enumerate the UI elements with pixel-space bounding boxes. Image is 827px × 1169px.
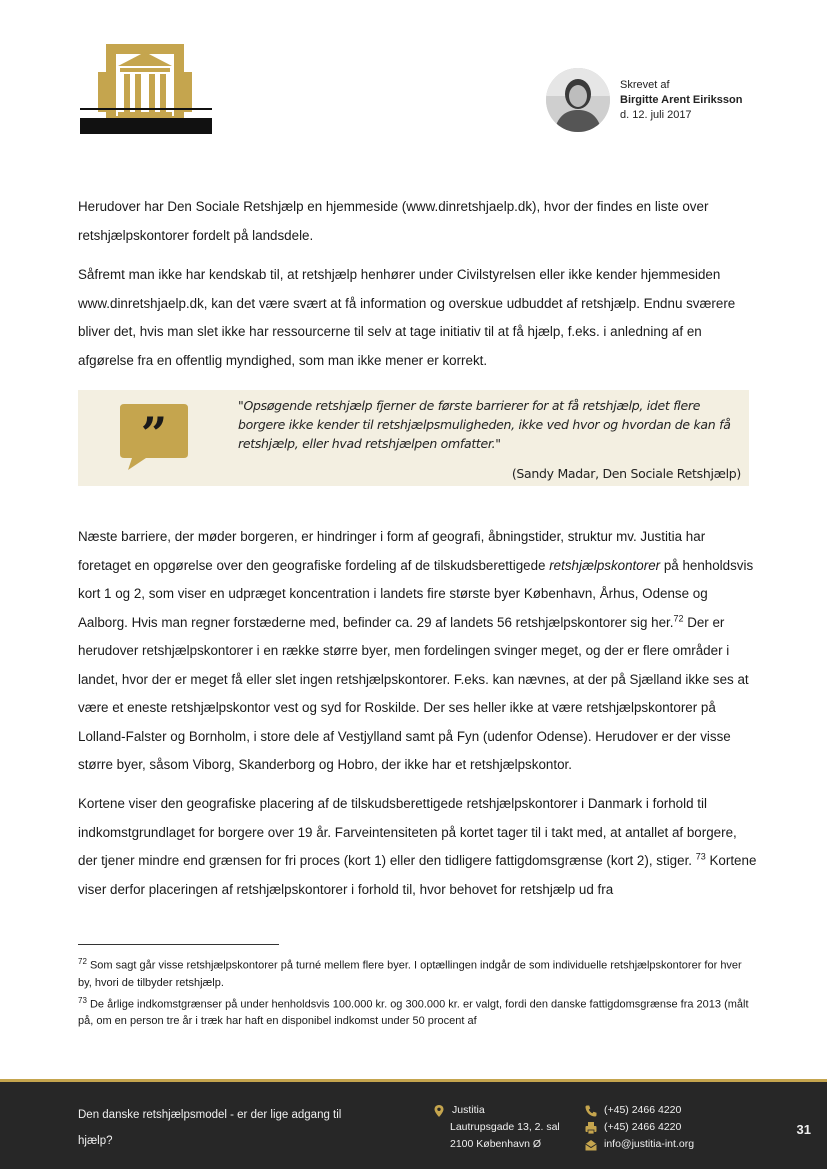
footnote-text: Som sagt går visse retshjælpskontorer på turné mellem flere byer. I optællingen indgår de som individuelle retshjælpskontorer for hver by, hvori de tilbyder retshjælp. <box>78 959 742 989</box>
paragraph-3-part-c: Der er herudover retshjælpskontorer i en række større byer, men fordelingen svinger meget, og der er flere områder i landet, hvor der er meget få eller slet ingen retshjælpskontorer. F.eks. kan nævnes, at der på Sjælland ikke ses at være et eneste retshjælpskontor vest og syd for Roskilde. Der ses heller ikke at være retshjælpskontorer på Lolland-Falster og Bornholm, i store dele af Vestjylland samt på Fyn (udenfor Odense). Herudover er der visse større byer, såsom Viborg, Skanderborg og Hobro, der ikke har et retshjælpskontor. <box>78 614 749 772</box>
author-date: d. 12. juli 2017 <box>620 108 692 121</box>
quote-text: "Opsøgende retshjælp fjerner de første barrierer for at få retshjælp, idet flere borgere ikke kender til retshjælpsmuligheden, ikke ved hvor og hvordan de kan få retshjælp, eller hvad retshjælpen omfatter." <box>238 398 731 451</box>
footer-address <box>432 1102 560 1153</box>
footer-title: Den danske retshjælpsmodel - er der lige adgang til hjælp? <box>78 1109 342 1147</box>
paragraph-4-part-a: Kortene viser den geografiske placering af de tilskudsberettigede retshjælpskontorer i Danmark i forhold til indkomstgrundlaget for borgere over 19 år. Farveintensiteten på kortet tager til i takt med, at antallet af borgere, der tjener mindre end grænsen for fri proces (kort 1) eller den tidligere fattigdomsgrænse (kort 2), stiger. <box>78 796 737 868</box>
page-number: 31 <box>796 1122 811 1137</box>
paragraph-4 <box>78 790 758 904</box>
footer-phone[interactable]: (+45) 2466 4220 <box>604 1104 682 1116</box>
fax-icon <box>584 1121 598 1135</box>
author-name: Birgitte Arent Eiriksson <box>620 93 743 106</box>
paragraph-2: Såfremt man ikke har kendskab til, at retshjælp henhører under Civilstyrelsen eller ikke kender hjemmesiden www.dinretshjaelp.dk, kan det være svært at få information og overskue udbuddet af retshjælp. Endnu sværere bliver det, hvis man slet ikke har ressourcerne til selv at tage initiativ til at få hjælp, f.eks. i anledning af en afgørelse fra en offentlig myndighed, som man ikke mener er korrekt. <box>78 267 736 368</box>
author-block <box>546 68 742 132</box>
footer-fax: (+45) 2466 4220 <box>604 1121 682 1133</box>
footnote-divider <box>78 944 279 945</box>
paragraph-3 <box>78 523 758 780</box>
quote-source: (Sandy Madar, Den Sociale Retshjælp) <box>511 466 741 481</box>
footnote-ref-72[interactable]: 72 <box>673 613 684 624</box>
paragraph-1: Herudover har Den Sociale Retshjælp en hjemmeside (www.dinretshjaelp.dk), hvor der findes en liste over retshjælpskontorer fordelt på landsdele. <box>78 199 709 243</box>
phone-icon <box>584 1104 598 1118</box>
footnotes <box>78 953 758 1030</box>
footer-contact <box>584 1102 694 1153</box>
paragraph-3-part-b: på henholdsvis kort 1 og 2, som viser en udpræget koncentration i landets fire største byer København, Århus, Odense og Aalborg. Hvis man regner forstæderne med, befinder ca. 29 af landets 56 retshjælpskontorer sig her. <box>78 557 754 630</box>
location-pin-icon <box>432 1104 446 1118</box>
footer-email[interactable]: info@justitia-int.org <box>604 1138 695 1150</box>
logo-bar <box>80 118 212 134</box>
quote-bubble-icon <box>118 400 190 472</box>
footer-org: Justitia <box>452 1104 485 1116</box>
footnote-number: 72 <box>78 957 87 966</box>
footnote-73 <box>78 992 758 1031</box>
footnote-72 <box>78 953 758 992</box>
paragraph-3-part-a: Næste barriere, der møder borgeren, er hindringer i form af geografi, åbningstider, struktur mv. Justitia har foretaget en opgørelse over den geografiske fordeling af de tilskudsberettigede <box>78 529 706 573</box>
footer-street: Lautrupsgade 13, 2. sal <box>450 1121 560 1133</box>
avatar <box>546 68 610 132</box>
footnote-ref-73[interactable]: 73 <box>695 851 706 862</box>
footnote-number: 73 <box>78 995 87 1005</box>
svg-text:”: ” <box>140 407 168 461</box>
page-footer <box>0 1079 827 1169</box>
paragraph-3-emphasis: retshjælpskontorer <box>549 557 661 573</box>
footer-city: 2100 København Ø <box>450 1138 542 1150</box>
author-label: Skrevet af <box>620 78 670 91</box>
paragraph-4-part-b: Kortene viser derfor placeringen af retshjælpskontorer i forhold til, hvor behovet for retshjælp ud fra <box>78 853 757 897</box>
quote-box <box>78 390 749 486</box>
email-icon <box>584 1138 598 1152</box>
footnote-text: De årlige indkomstgrænser på under henholdsvis 100.000 kr. og 300.000 kr. er valgt, fordi den danske fattigdomsgrænse fra 2013 (målt på, om en person tre år i træk har haft en disponibel indkomst under 50 procent af <box>78 998 749 1028</box>
